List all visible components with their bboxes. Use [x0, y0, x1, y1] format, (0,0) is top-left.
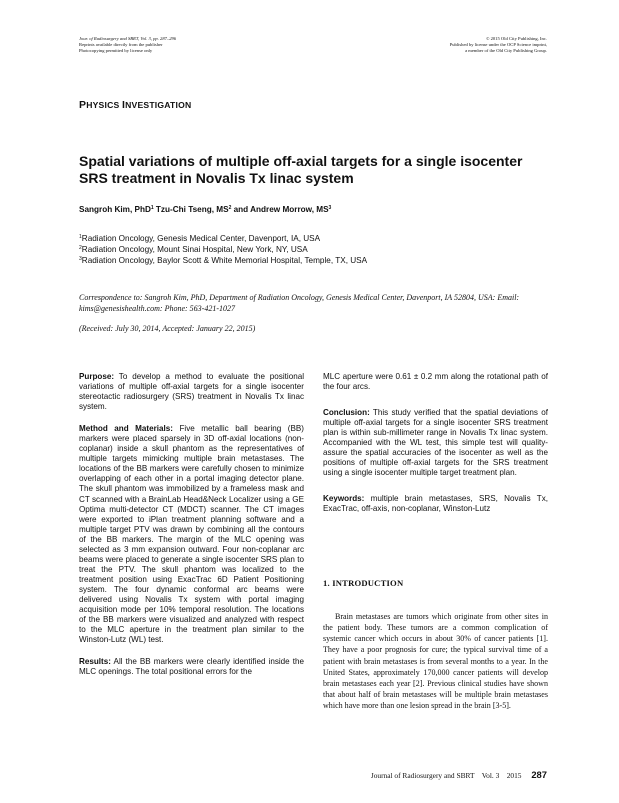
- publisher-group-line: a member of the Old City Publishing Group.: [465, 48, 547, 53]
- page-footer: [371, 769, 547, 780]
- introduction-body: [323, 611, 548, 711]
- footer-volume: Vol. 3: [481, 771, 500, 780]
- affiliation-item: $^2$Radiation Oncology, Mount Sinai Hospital, New York, NY, USA: [79, 245, 308, 254]
- abstract-methods: Method and Materials: Five metallic ball bearing (BB) markers were placed sparsely in 3D off-axial locations (non-coplanar) inside a skull phantom as the representatives of multiple targets mimicking multiple brain metastases. The locations of the BB markers were carefully chosen to minimize overlapping of each other in a portal imaging detector plane. The skull phantom was immobilized by a frameless mask and CT scanned with a BrainLab Head&Neck Localizer using a GE Optima multi-detector CT (MDCT) scanner. The CT images were exported to iPlan treatment planning software and a multiple target PTV was drawn by combining all the contours of the BB markers. The margin of the MLC opening was selected as 3 mm expansion outward. Four non-coplanar arc beams were placed to generate a single isocenter SRS plan to treat the PTV. The skull phantom was localized to the treatment position using ExacTrac 6D Patient Positioning system. The four dynamic conformal arc beams were delivered using Novalis Tx system with portal imaging acquisition mode per 10% temporal resolution. The locations of the BB markers were visualized and analyzed with respect to the MLC aperture in the treatment plan similar to the Winston-Lutz (WL) test.: [79, 424, 304, 645]
- footer-journal: Journal of Radiosurgery and SBRT: [370, 771, 475, 780]
- abstract-conclusion: Conclusion: This study verified that the spatial deviations of multiple off-axial targets for a single isocenter SRS treatment plan is within sub-millimeter range in Novalis Tx linac system. Accompanied with the WL test, this simple test will quality-assure the spatial accuracies of the isocenter as well as the positions of multiple off-axial targets for the SRS treatment using a single isocenter multiple target treatment plan.: [323, 408, 548, 478]
- abstract-results-continued: MLC aperture were 0.61 ± 0.2 mm along the rotational path of the four arcs.: [323, 372, 548, 392]
- author-list: Sangroh Kim, PhD$^1$ Tzu-Chi Tseng, $MS^2$ and Andrew Morrow, $MS^3$: [79, 205, 332, 214]
- received-dates: (Received: July 30, 2014, Accepted: January 22, 2015): [79, 324, 256, 333]
- correspondence-note: Correspondence to: Sangroh Kim, PhD, Department of Radiation Oncology, Genesis Medical Center, Davenport, IA 52804, USA: Email: kims@genesishealth.com: Phone: 563-421-1027: [79, 293, 520, 313]
- abstract-left-column: [79, 372, 304, 689]
- abstract-right-column: [323, 372, 548, 527]
- abstract-results: Results: All the BB markers were clearly identified inside the MLC openings. The total positional errors for the: [79, 657, 304, 677]
- abstract-purpose: Purpose: To develop a method to evaluate the positional variations of multiple off-axial targets for a single isocenter stereotactic radiosurgery (SRS) treatment in Novalis Tx linac system.: [79, 372, 304, 412]
- abstract-keywords: Keywords: multiple brain metastases, SRS, Novalis Tx, ExacTrac, off-axis, non-coplanar, Winston-Lutz: [323, 494, 548, 514]
- introduction-paragraph: Brain metastases are tumors which originate from other sites in the patient body. These tumors are a common complication of systemic cancer which occurs in about 30% of cancer patients [1]. They have a poor prognosis for cure; the typical survival time of a patient with brain metastases is from several months to a year. In the United States, approximately 170,000 cancer patients will develop brain metastases each year [2]. Previous clinical studies have shown that about half of brain metastases will be multiple brain metastases which have more than one lesion spread in the brain [3-5].: [323, 612, 548, 711]
- journal-citation: Jour. of Radiosurgery and SBRT, Vol. 3, pp. 287–296: [79, 36, 177, 41]
- section-label: PHYSICS INVESTIGATION: [79, 99, 192, 111]
- affiliation-list: [79, 233, 367, 266]
- photocopy-note: Photocopying permitted by license only: [79, 48, 153, 53]
- affiliation-item: $^1$Radiation Oncology, Genesis Medical Center, Davenport, IA, USA: [79, 234, 321, 243]
- affiliation-item: $^3$Radiation Oncology, Baylor Scott & White Memorial Hospital, Temple, TX, USA: [79, 256, 368, 265]
- running-header-left: [79, 36, 176, 54]
- copyright-line: © 2015 Old City Publishing, Inc.: [485, 36, 547, 41]
- running-header-right: [450, 36, 547, 54]
- page-number: 287: [531, 769, 547, 780]
- introduction-heading: 1. INTRODUCTION: [323, 578, 404, 588]
- footer-year: 2015: [506, 771, 522, 780]
- license-line: Published by license under the OCP Science imprint,: [449, 42, 547, 47]
- reprint-note: Reprints available directly from the publisher: [79, 42, 163, 47]
- article-title: Spatial variations of multiple off-axial targets for a single isocenter SRS treatment in Novalis Tx linac system: [79, 153, 523, 186]
